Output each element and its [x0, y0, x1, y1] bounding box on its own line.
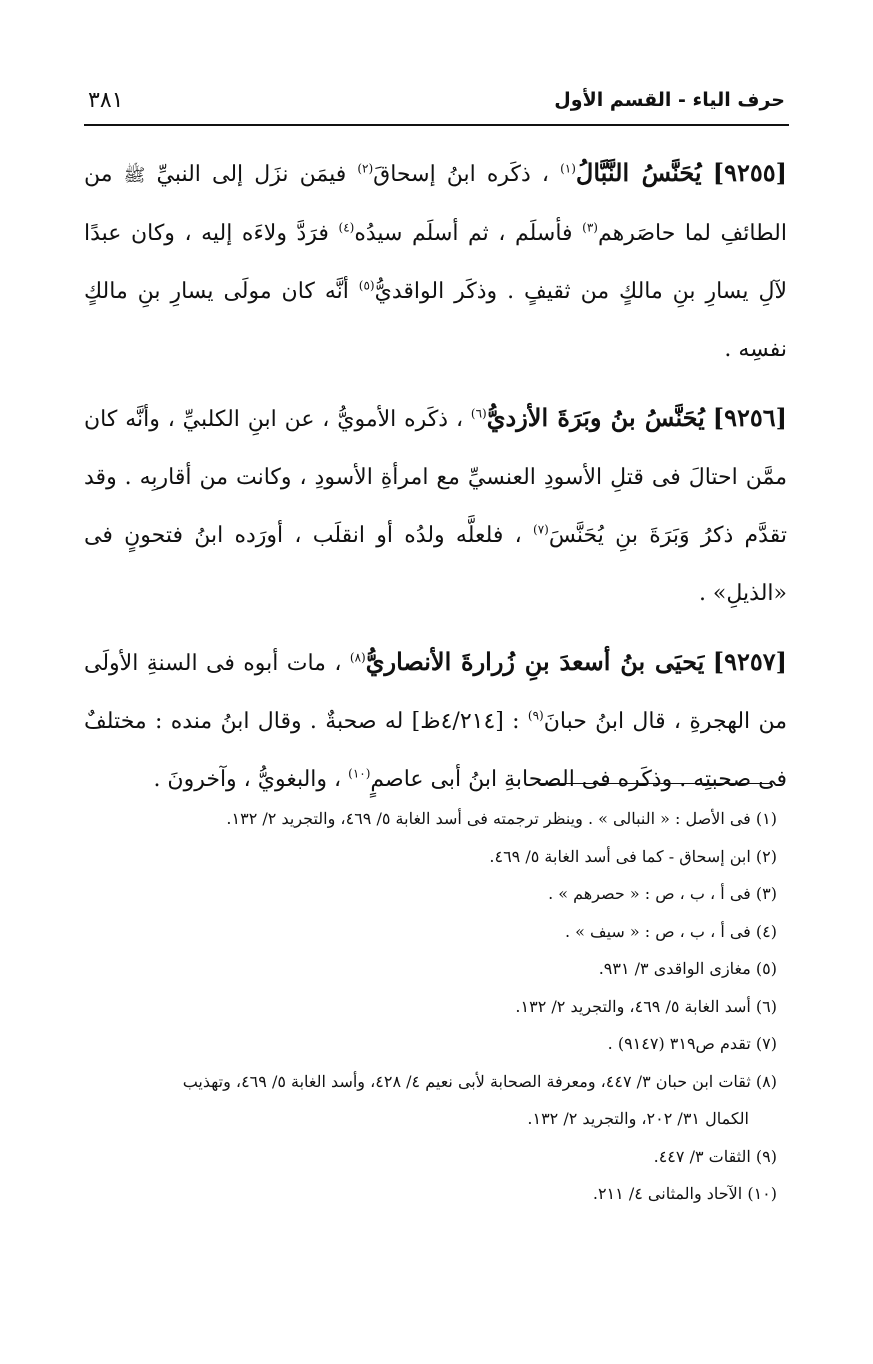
footnote-ref: (٩) — [527, 708, 544, 723]
footnotes-list — [86, 800, 777, 1213]
entry-name: يُحَنَّسُ النَّبَّالُ — [575, 158, 702, 187]
entry-text: ، فلعلَّه ولدُه أو انقلَب ، أورَده ابنُ فتحونٍ فى «الذيلِ» . — [84, 523, 787, 606]
entry-text: أنَّه كان مولَى يسارِ بنِ مالكٍ نفسِه . — [84, 279, 787, 362]
footnote-ref: (١٠) — [348, 766, 371, 781]
entry-9256 — [84, 389, 787, 623]
honorific-glyph: ﷺ — [123, 165, 146, 186]
main-text — [84, 144, 787, 819]
footnote-ref: (٢) — [357, 161, 374, 176]
entry-9255 — [84, 144, 787, 379]
footnote: (٨) ثقات ابن حبان ٣/ ٤٤٧، ومعرفة الصحابة لأبى نعيم ٤/ ٤٢٨، وأسد الغابة ٥/ ٤٦٩، وتهذيب — [182, 1071, 777, 1091]
footnote: (٦) أسد الغابة ٥/ ٤٦٩، والتجريد ٢/ ١٣٢. — [515, 996, 777, 1016]
footnote-ref: (٤) — [338, 220, 355, 235]
entry-text: فأسلَم ، ثم أسلَم سيدُه — [354, 221, 583, 246]
entry-number: [٩٢٥٦] — [712, 403, 787, 432]
entry-text: ، والبغويُّ ، وآخرونَ . — [153, 767, 349, 792]
footnote-ref: (٥) — [358, 278, 375, 293]
footnote: (٩) الثقات ٣/ ٤٤٧. — [653, 1146, 777, 1166]
page-header — [88, 80, 785, 120]
footnote-ref: (١) — [560, 161, 576, 176]
running-title: حرف الياء - القسم الأول — [554, 89, 785, 111]
entry-number: [٩٢٥٥] — [712, 158, 787, 187]
footnote-ref: (٧) — [533, 522, 549, 537]
footnote: (١٠) الآحاد والمثانى ٤/ ٢١١. — [592, 1184, 777, 1203]
footnote: (٤) فى أ ، ب ، ص : « سيف » . — [564, 921, 777, 941]
footnotes-rule — [540, 783, 772, 784]
footnote-ref: (٣) — [582, 220, 598, 235]
footnote: (٢) ابن إسحاق - كما فى أسد الغابة ٥/ ٤٦٩. — [489, 846, 777, 866]
entry-text: فرَدَّ ولاءَه إليه ، وكان عبدًا لآلِ يسارِ بنِ مالكٍ من ثقيفٍ . وذكَر الواقديُّ — [84, 221, 787, 304]
entry-number: [٩٢٥٧] — [712, 647, 788, 676]
page-number: ٣٨١ — [88, 87, 124, 113]
entry-text: ، مات أبوه فى السنةِ الأولَى من الهجرةِ ، قال ابنُ حبانَ — [84, 651, 787, 734]
footnote-continuation: الكمال ٣١/ ٢٠٢، والتجريد ٢/ ١٣٢. — [527, 1109, 749, 1128]
entry-text: ، ذكَره الأمويُّ ، عن ابنِ الكلبيِّ ، وأنَّه كان ممَّن احتالَ فى قتلِ الأسودِ العنسيِّ مع امرأةِ الأسودِ ، وكانت من أقاربِه . وقد تقدَّم ذكرُ وَبَرَةَ بنِ يُحَنَّسَ — [84, 407, 787, 548]
entry-name: يَحيَى بنُ أسعدَ بنِ زُرارةَ الأنصاريُّ — [365, 647, 705, 676]
footnote-ref: (٦) — [470, 406, 487, 421]
entry-text: ، ذكَره ابنُ إسحاقَ — [373, 162, 561, 187]
entry-text: من الطائفِ لما حاصَرهم — [84, 162, 787, 246]
entry-text: : [٤/٢١٤ظ] له صحبةٌ . وقال ابنُ منده : مختلفٌ فى صحبتِه . وذكَره فى الصحابةِ ابنُ أبى عاصمٍ — [84, 709, 787, 792]
entry-name: يُحَنَّسُ بنُ وبَرَةَ الأزديُّ — [486, 403, 705, 432]
footnote-ref: (٨) — [349, 650, 366, 665]
entry-text: فيمَن نزَل إلى النبيِّ — [145, 162, 358, 187]
footnote: (٥) مغازى الواقدى ٣/ ٩٣١. — [598, 959, 777, 978]
footnote: (١) فى الأصل : « النبالى » . وينظر ترجمته فى أسد الغابة ٥/ ٤٦٩، والتجريد ٢/ ١٣٢. — [226, 809, 777, 828]
header-rule — [84, 124, 789, 126]
footnote: (٣) فى أ ، ب ، ص : « حصرهم » . — [548, 884, 777, 903]
footnote: (٧) تقدم ص٣١٩ (٩١٤٧) . — [607, 1034, 777, 1053]
